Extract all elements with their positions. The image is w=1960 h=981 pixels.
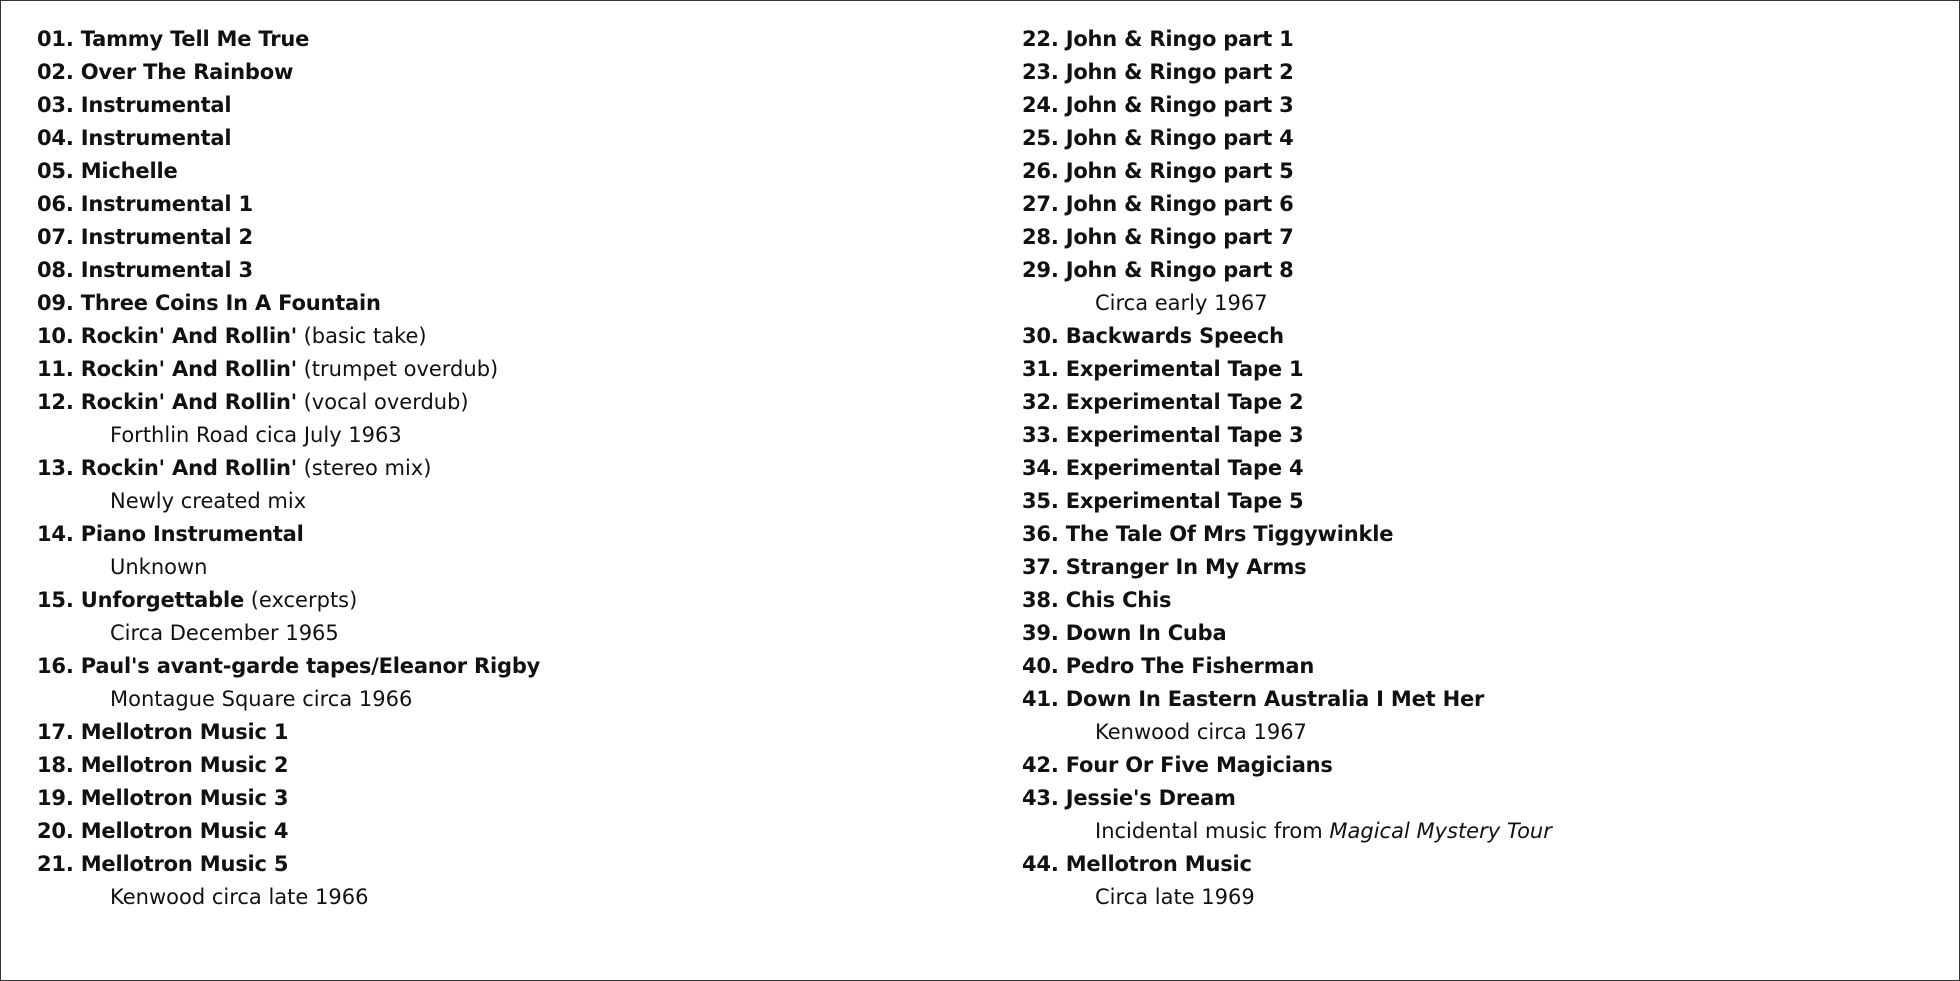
track-title: 01. Tammy Tell Me True — [37, 27, 310, 51]
recording-note — [37, 617, 977, 650]
track-entry — [1022, 782, 1942, 815]
track-version-note: (basic take) — [296, 324, 427, 348]
track-title: 43. Jessie's Dream — [1022, 786, 1236, 810]
track-entry — [1022, 518, 1942, 551]
track-version-note: (stereo mix) — [296, 456, 432, 480]
track-title: 03. Instrumental — [37, 93, 232, 117]
track-entry — [37, 452, 977, 485]
track-title: 21. Mellotron Music 5 — [37, 852, 289, 876]
track-title: 28. John & Ringo part 7 — [1022, 225, 1294, 249]
track-title: 39. Down In Cuba — [1022, 621, 1227, 645]
recording-note-text: Circa late 1969 — [1095, 885, 1255, 909]
track-title: 12. Rockin' And Rollin' — [37, 390, 297, 414]
track-title: 23. John & Ringo part 2 — [1022, 60, 1294, 84]
track-title: 41. Down In Eastern Australia I Met Her — [1022, 687, 1485, 711]
track-title: 13. Rockin' And Rollin' — [37, 456, 297, 480]
track-entry — [1022, 650, 1942, 683]
track-entry — [1022, 353, 1942, 386]
tracklist-left-column — [37, 23, 977, 914]
recording-note-text: Circa December 1965 — [110, 621, 339, 645]
track-entry — [1022, 683, 1942, 716]
track-entry — [1022, 617, 1942, 650]
track-title: 37. Stranger In My Arms — [1022, 555, 1307, 579]
track-entry — [1022, 848, 1942, 881]
track-entry — [1022, 221, 1942, 254]
track-title: 30. Backwards Speech — [1022, 324, 1284, 348]
track-title: 44. Mellotron Music — [1022, 852, 1252, 876]
track-title: 35. Experimental Tape 5 — [1022, 489, 1304, 513]
track-entry — [1022, 254, 1942, 287]
track-title: 38. Chis Chis — [1022, 588, 1172, 612]
recording-note — [1022, 881, 1942, 914]
track-entry — [1022, 452, 1942, 485]
track-title: 09. Three Coins In A Fountain — [37, 291, 381, 315]
track-entry — [1022, 23, 1942, 56]
track-entry — [37, 56, 977, 89]
recording-note-text: Newly created mix — [110, 489, 307, 513]
track-entry — [37, 749, 977, 782]
track-entry — [37, 287, 977, 320]
track-title: 29. John & Ringo part 8 — [1022, 258, 1294, 282]
track-entry — [37, 320, 977, 353]
recording-note-text: Kenwood circa late 1966 — [110, 885, 369, 909]
track-title: 24. John & Ringo part 3 — [1022, 93, 1294, 117]
track-title: 40. Pedro The Fisherman — [1022, 654, 1315, 678]
recording-note-text: Forthlin Road cica July 1963 — [110, 423, 402, 447]
track-entry — [1022, 188, 1942, 221]
recording-note-text: Circa early 1967 — [1095, 291, 1268, 315]
track-entry — [37, 650, 977, 683]
track-title: 11. Rockin' And Rollin' — [37, 357, 297, 381]
track-entry — [37, 353, 977, 386]
track-title: 14. Piano Instrumental — [37, 522, 304, 546]
track-title: 07. Instrumental 2 — [37, 225, 253, 249]
track-entry — [1022, 419, 1942, 452]
recording-note-text: Unknown — [110, 555, 208, 579]
track-title: 27. John & Ringo part 6 — [1022, 192, 1294, 216]
track-title: 16. Paul's avant-garde tapes/Eleanor Rigby — [37, 654, 541, 678]
track-version-note: (trumpet overdub) — [296, 357, 499, 381]
track-entry — [1022, 551, 1942, 584]
track-entry — [37, 386, 977, 419]
track-entry — [37, 848, 977, 881]
track-title: 36. The Tale Of Mrs Tiggywinkle — [1022, 522, 1394, 546]
track-title: 19. Mellotron Music 3 — [37, 786, 289, 810]
recording-note — [37, 881, 977, 914]
track-entry — [1022, 485, 1942, 518]
track-title: 33. Experimental Tape 3 — [1022, 423, 1304, 447]
track-title: 08. Instrumental 3 — [37, 258, 253, 282]
track-entry — [37, 782, 977, 815]
track-entry — [37, 518, 977, 551]
track-title: 05. Michelle — [37, 159, 178, 183]
track-title: 20. Mellotron Music 4 — [37, 819, 289, 843]
track-entry — [37, 122, 977, 155]
recording-note — [37, 419, 977, 452]
recording-note — [37, 485, 977, 518]
recording-note — [37, 551, 977, 584]
tracklist-right-column — [1022, 23, 1942, 914]
track-entry — [37, 221, 977, 254]
track-title: 15. Unforgettable — [37, 588, 245, 612]
recording-note-text: Kenwood circa 1967 — [1095, 720, 1307, 744]
track-version-note: (excerpts) — [244, 588, 358, 612]
track-title: 32. Experimental Tape 2 — [1022, 390, 1304, 414]
recording-note — [1022, 815, 1942, 848]
recording-note — [1022, 287, 1942, 320]
track-title: 10. Rockin' And Rollin' — [37, 324, 297, 348]
track-title: 42. Four Or Five Magicians — [1022, 753, 1333, 777]
track-entry — [37, 716, 977, 749]
track-title: 22. John & Ringo part 1 — [1022, 27, 1294, 51]
track-entry — [1022, 122, 1942, 155]
track-entry — [1022, 155, 1942, 188]
track-entry — [1022, 749, 1942, 782]
track-title: 34. Experimental Tape 4 — [1022, 456, 1304, 480]
track-title: 17. Mellotron Music 1 — [37, 720, 289, 744]
track-entry — [37, 155, 977, 188]
track-title: 06. Instrumental 1 — [37, 192, 253, 216]
track-version-note: (vocal overdub) — [296, 390, 469, 414]
track-entry — [1022, 584, 1942, 617]
track-entry — [37, 23, 977, 56]
track-title: 31. Experimental Tape 1 — [1022, 357, 1304, 381]
recording-note — [37, 683, 977, 716]
track-title: 04. Instrumental — [37, 126, 232, 150]
track-entry — [37, 815, 977, 848]
track-entry — [1022, 320, 1942, 353]
recording-note-text: Incidental music from — [1095, 819, 1330, 843]
recording-note-film-title: Magical Mystery Tour — [1329, 819, 1552, 843]
track-title: 02. Over The Rainbow — [37, 60, 294, 84]
track-entry — [37, 89, 977, 122]
recording-note — [1022, 716, 1942, 749]
recording-note-text: Montague Square circa 1966 — [110, 687, 413, 711]
track-entry — [1022, 89, 1942, 122]
track-entry — [37, 254, 977, 287]
track-entry — [1022, 386, 1942, 419]
track-title: 25. John & Ringo part 4 — [1022, 126, 1294, 150]
track-entry — [1022, 56, 1942, 89]
track-title: 18. Mellotron Music 2 — [37, 753, 289, 777]
track-title: 26. John & Ringo part 5 — [1022, 159, 1294, 183]
track-entry — [37, 188, 977, 221]
track-entry — [37, 584, 977, 617]
